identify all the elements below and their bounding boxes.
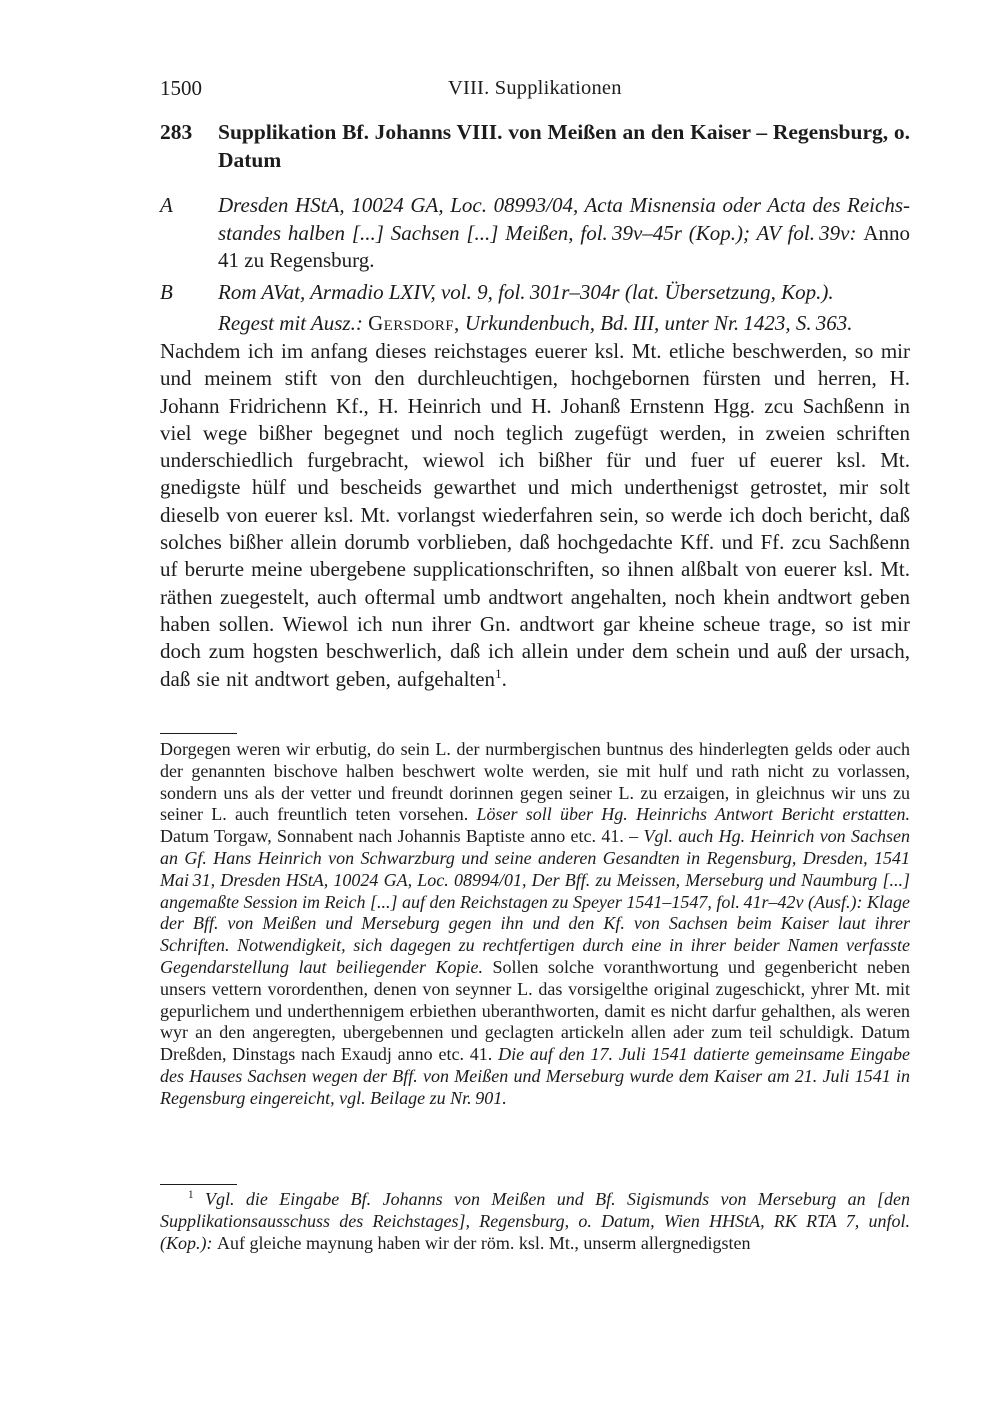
page-number: 1500 <box>160 76 202 100</box>
footnote-separator-rule <box>160 1184 237 1185</box>
main-text-block <box>160 338 910 693</box>
regest-label-spacer <box>160 310 218 338</box>
source-a-row <box>160 192 910 275</box>
regest-row <box>160 310 910 338</box>
source-b-citation: Rom AVat, Armadio LXIV, vol. 9, fol. 301r–304r (lat. Übersetzung, Kop.). <box>218 279 834 304</box>
entry-number: 283 <box>160 120 193 144</box>
running-head: VIII. Supplikationen <box>448 77 622 99</box>
source-a-citation: Dresden HStA, 10024 GA, Loc. 08993/04, Acta Misnensia oder Acta des Reichsstandes halben [...] Sachsen [...] Meißen, fol. 39v–45r (Kop.); AV fol. 39v: Anno 41 zu Regensburg. <box>218 193 910 272</box>
source-b-row <box>160 279 910 307</box>
footnote-block <box>160 1189 910 1254</box>
regest-citation: Regest mit Ausz.: Gersdorf, Urkundenbuch, Bd. III, unter Nr. 1423, S. 363. <box>218 311 853 335</box>
running-header <box>0 76 1004 104</box>
source-a-label: A <box>160 193 173 217</box>
apparatus-block <box>160 739 910 1110</box>
footnote-paragraph: $^1$ Vgl. die Eingabe Bf. Johanns von Meißen und Bf. Sigismunds von Merseburg an [den Supplikationsausschuss des Reichstages], Regensburg, o. Datum, Wien HHStA, RK RTA 7, unfol. (Kop.): Auf gleiche maynung haben wir der röm. ksl. Mt., unserm allergnedigsten <box>160 1189 910 1253</box>
main-text-paragraph: Nachdem ich im anfang dieses reichstages euerer ksl. Mt. etliche beschwerden, so mir und meinem stift von den durchleuchtigen, hochgebornen fürsten und herren, H. Johann Fridrichenn Kf., H. Heinrich und H. Johanß Ernstenn Hgg. zcu Sachßenn in viel wege bißher begegnet und noch teglich zugefügt werden, in zweien schriften underschiedlich furgebracht, wiewol ich bißher für und fuer uf euerer ksl. Mt. gnedigste hülf und bescheids gewarthet und mich underthenigst getrostet, mir solt dieselb von euerer ksl. Mt. vorlangst wiederfahren sein, so werde ich doch bericht, daß solches bißher allein dorumb vorblieben, daß hochgedachte Kff. und Ff. zcu Sachßenn uf berurte meine ubergebene supplicationschriften, so ihnen alßbalt von euerer ksl. Mt. räthen zuegestelt, auch oftermal umb andtwort angehalten, noch khein andtwort geben haben sollen. Wiewol ich nun ihrer Gn. andtwort gar kheine scheue trage, so ist mir doch zum hogsten beschwerlich, daß ich allein under dem schein und auß der ursach, daß sie nit andtwort geben, aufgehalten$^1$. <box>160 339 910 691</box>
apparatus-paragraph: Dorgegen weren wir erbutig, do sein L. der nurmbergischen buntnus des hinderlegten gelds oder auch der genannten bischove halben beschwert wolte werden, sie mit hulf und rath nicht zu vorlassen, sondern uns als der vetter und freundt dorinnen gegen seiner L. zu erzaigen, in gleichnus wir uns zu seiner L. auch freuntlich teten vorsehen. Löser soll über Hg. Heinrichs Antwort Bericht erstatten. Datum Torgaw, Sonnabent nach Johannis Baptiste anno etc. 41. – Vgl. auch Hg. Heinrich von Sachsen an Gf. Hans Heinrich von Schwarzburg und seine anderen Gesandten in Regensburg, Dresden, 1541 Mai 31, Dresden HStA, 10024 GA, Loc. 08994/01, Der Bff. zu Meissen, Merseburg und Naumburg [...] angemaßte Session im Reich [...] auf den Reichstagen zu Speyer 1541–1547, fol. 41r–42v (Ausf.): Klage der Bff. von Meißen und Merseburg gegen ihn und den Kf. von Sachsen beim Kaiser laut ihrer Schriften. Notwendigkeit, sich dagegen zu rechtfertigen durch eine in ihrer beider Namen verfasste Gegendarstellung laut beiliegender Kopie. Sollen solche voranthwortung und gegenbericht neben unsers vettern vorordenthen, denen von seynner L. das vorsigelthe original zugeschickt, yhrer Mt. mit gepurlichem und underthennigem erbiethen uberanthworten, damit es nicht darfur gehalthen, als weren wyr an den angeregten, ubergebennen und geclagten artickeln allen ader zum teil schuldigk. Datum Dreßden, Dinstags nach Exaudj anno etc. 41. Die auf den 17. Juli 1541 datierte gemeinsame Eingabe des Hauses Sachsen wegen der Bff. von Meißen und Merseburg wurde dem Kaiser am 21. Juli 1541 in Regensburg eingereicht, vgl. Beilage zu Nr. 901. <box>160 739 910 1108</box>
source-b-label: B <box>160 279 173 304</box>
entry-title: Supplikation Bf. Johanns VIII. von Meißen an den Kaiser – Regensburg, o. Datum <box>218 120 910 172</box>
entry-heading <box>160 119 910 174</box>
source-list <box>160 192 910 338</box>
apparatus-separator-rule <box>160 733 237 734</box>
